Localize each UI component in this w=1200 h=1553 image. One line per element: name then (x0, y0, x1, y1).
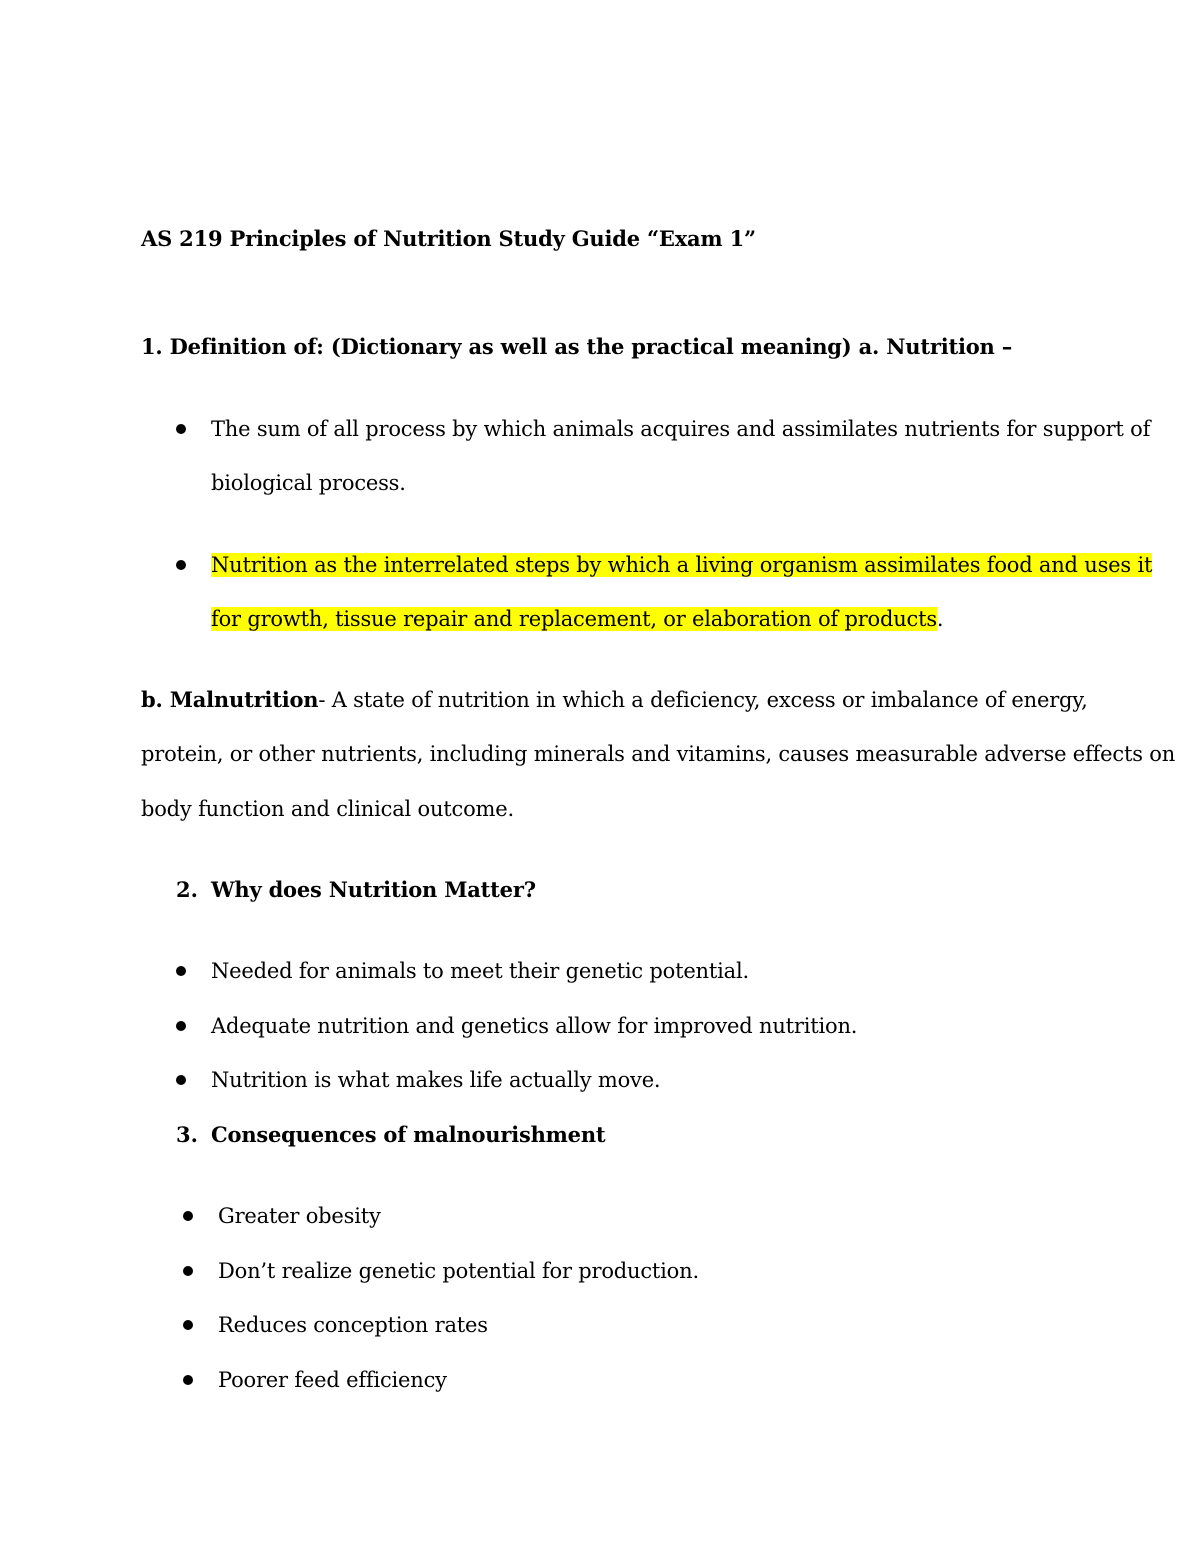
section-3-heading: Consequences of malnourishment (211, 1122, 606, 1147)
bullet-icon (176, 560, 186, 570)
nutrition-definition-1-line-2: biological process. (211, 471, 406, 495)
bullet-icon (176, 966, 186, 976)
list-item: Greater obesity (218, 1204, 381, 1228)
highlighted-text: for growth, tissue repair and replacement, or elaboration of products (211, 607, 937, 631)
sentence-period: . (936, 607, 944, 631)
section-1-heading: 1. Definition of: (Dictionary as well as the practical meaning) a. Nutrition – (141, 334, 1013, 359)
list-item: Nutrition is what makes life actually move. (211, 1068, 661, 1092)
bullet-icon (176, 1021, 186, 1031)
bullet-icon (183, 1211, 193, 1221)
list-item: Reduces conception rates (218, 1313, 488, 1337)
malnutrition-definition-start: - A state of nutrition in which a deficiency, excess or imbalance of energy, (318, 688, 1088, 712)
malnutrition-term: b. Malnutrition (141, 687, 319, 712)
document-title: AS 219 Principles of Nutrition Study Guide “Exam 1” (141, 226, 756, 251)
malnutrition-line-2: protein, or other nutrients, including minerals and vitamins, causes measurable adverse effects on (141, 742, 1176, 766)
bullet-icon (183, 1375, 193, 1385)
list-item: Poorer feed efficiency (218, 1368, 447, 1392)
nutrition-definition-1-line-1: The sum of all process by which animals acquires and assimilates nutrients for support of (211, 417, 1151, 441)
nutrition-definition-2-line-2 (211, 605, 943, 633)
bullet-icon (176, 1075, 186, 1085)
highlighted-text: Nutrition as the interrelated steps by which a living organism assimilates food and uses it (211, 553, 1153, 577)
nutrition-definition-2-line-1 (211, 551, 1152, 579)
bullet-icon (183, 1266, 193, 1276)
list-item: Don’t realize genetic potential for production. (218, 1259, 699, 1283)
malnutrition-line-1 (141, 686, 1088, 714)
list-item: Adequate nutrition and genetics allow for improved nutrition. (211, 1014, 858, 1038)
list-item: Needed for animals to meet their genetic potential. (211, 959, 749, 983)
section-2-number: 2. (176, 877, 198, 902)
bullet-icon (183, 1320, 193, 1330)
section-3-number: 3. (176, 1122, 198, 1147)
malnutrition-line-3: body function and clinical outcome. (141, 797, 514, 821)
bullet-icon (176, 424, 186, 434)
section-2-heading: Why does Nutrition Matter? (211, 877, 536, 902)
